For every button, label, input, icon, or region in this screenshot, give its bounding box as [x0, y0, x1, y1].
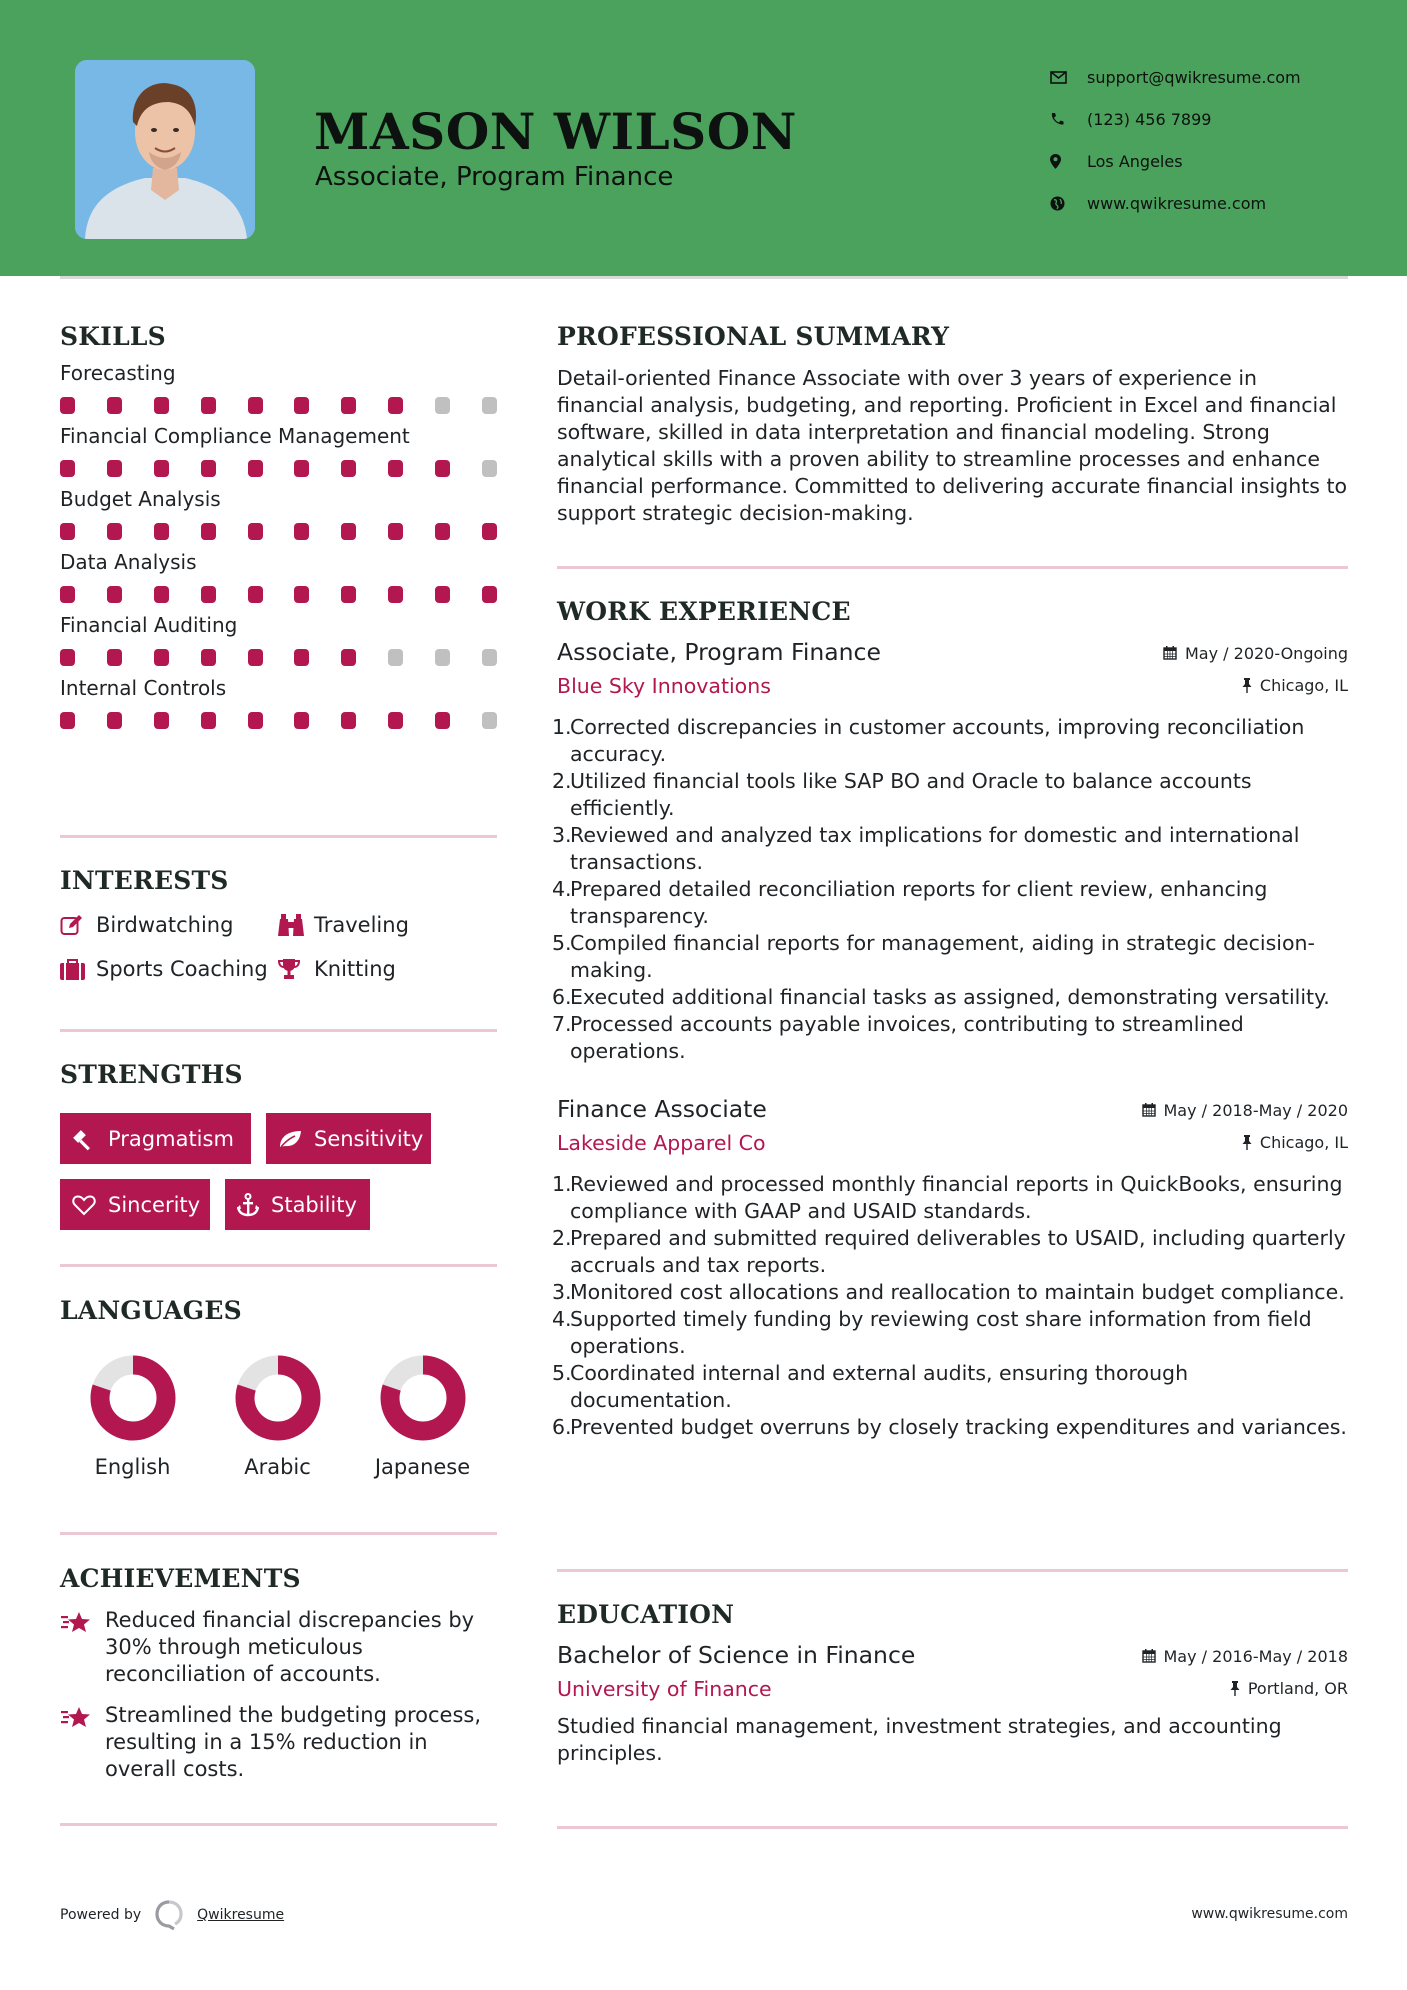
- job-dates: [1142, 1101, 1349, 1120]
- rating-dot-filled: [154, 397, 169, 414]
- shooting-star-icon: [60, 1607, 105, 1688]
- language-donut-chart: [380, 1355, 466, 1441]
- bullet-text: Supported timely funding by reviewing cost share information from field operations.: [570, 1307, 1312, 1358]
- job-title: Associate, Program Finance: [557, 638, 881, 666]
- job-bullet: [552, 822, 1348, 876]
- rating-dot-empty: [435, 649, 450, 666]
- summary-text: Detail-oriented Finance Associate with over 3 years of experience in financial analysis, budgeting, and reporting. Proficient in Excel and financial software, skilled in data interpretation and financial modeling. Strong analytical skills with a proven ability to streamline processes and enhance financial performance. Committed to delivering accurate financial insights to support strategic decision-making.: [557, 366, 1348, 525]
- rating-dot-filled: [107, 397, 122, 414]
- rating-dot-filled: [482, 586, 497, 603]
- experience-section: [552, 597, 1348, 1441]
- language-donut-chart: [90, 1355, 176, 1441]
- rating-dot-filled: [294, 523, 309, 540]
- interest-item: [60, 957, 278, 981]
- language-donut-chart: [235, 1355, 321, 1441]
- job-bullets: [552, 1171, 1348, 1441]
- globe-icon: [1050, 196, 1087, 211]
- education-dates-text: May / 2016-May / 2018: [1163, 1646, 1348, 1666]
- contact-phone[interactable]: [1050, 98, 1301, 140]
- candidate-role: Associate, Program Finance: [315, 162, 674, 192]
- rating-dot-filled: [60, 586, 75, 603]
- strengths-section: [60, 1060, 497, 1230]
- interest-label: Knitting: [314, 957, 396, 981]
- skill-label: Data Analysis: [60, 550, 197, 574]
- skill-label: Internal Controls: [60, 676, 227, 700]
- experience-title: WORK EXPERIENCE: [557, 597, 851, 626]
- rating-dot-filled: [201, 397, 216, 414]
- school-name: University of Finance: [557, 1677, 772, 1701]
- job-entry: [552, 1095, 1348, 1441]
- bullet-number: 2.: [552, 1226, 572, 1250]
- skill-rating: [60, 712, 497, 729]
- bullet-text: Reviewed and analyzed tax implications for domestic and international transactions.: [570, 823, 1300, 874]
- rating-dot-filled: [248, 586, 263, 603]
- rating-dot-empty: [482, 649, 497, 666]
- job-bullet: [552, 930, 1348, 984]
- rating-dot-filled: [248, 712, 263, 729]
- job-location-text: Chicago, IL: [1259, 676, 1348, 695]
- contact-list: [1050, 56, 1301, 224]
- skill-rating: [60, 460, 497, 477]
- rating-dot-filled: [60, 649, 75, 666]
- skill-rating: [60, 397, 497, 414]
- rating-dot-filled: [294, 397, 309, 414]
- language-item: [350, 1355, 495, 1479]
- rating-dot-filled: [248, 649, 263, 666]
- calendar-icon: [1142, 1103, 1156, 1117]
- bullet-number: 7.: [552, 1012, 572, 1036]
- strengths-list: [60, 1113, 497, 1230]
- contact-phone-text: (123) 456 7899: [1087, 109, 1212, 129]
- rating-dot-filled: [107, 712, 122, 729]
- heart-icon: [72, 1194, 96, 1216]
- rating-dot-filled: [435, 523, 450, 540]
- languages-section: [60, 1296, 497, 1479]
- rating-dot-filled: [154, 523, 169, 540]
- bullet-number: 2.: [552, 769, 572, 793]
- anchor-icon: [237, 1193, 259, 1217]
- binoculars-icon: [278, 914, 314, 936]
- achievements-title: ACHIEVEMENTS: [60, 1564, 301, 1593]
- bullet-number: 4.: [552, 1307, 572, 1331]
- rating-dot-filled: [60, 712, 75, 729]
- strength-label: Pragmatism: [108, 1126, 234, 1151]
- bullet-text: Compiled financial reports for management, aiding in strategic decision-making.: [570, 931, 1315, 982]
- job-bullet: [552, 876, 1348, 930]
- job-entry: [552, 638, 1348, 1065]
- pushpin-icon: [1242, 1135, 1252, 1150]
- rating-dot-filled: [154, 586, 169, 603]
- job-bullet: [552, 1360, 1348, 1414]
- map-marker-icon: [1050, 154, 1087, 169]
- achievement-item: [60, 1702, 497, 1783]
- rating-dot-filled: [107, 523, 122, 540]
- contact-email[interactable]: [1050, 56, 1301, 98]
- job-bullets: [552, 714, 1348, 1065]
- contact-website-text: www.qwikresume.com: [1087, 193, 1267, 213]
- rating-dot-filled: [341, 460, 356, 477]
- skill-label: Budget Analysis: [60, 487, 221, 511]
- phone-icon: [1050, 112, 1087, 126]
- education-location-text: Portland, OR: [1247, 1679, 1348, 1698]
- job-bullet: [552, 1225, 1348, 1279]
- interests-list: [60, 913, 497, 981]
- rating-dot-empty: [482, 397, 497, 414]
- rating-dot-filled: [201, 712, 216, 729]
- bullet-text: Executed additional financial tasks as assigned, demonstrating versatility.: [570, 985, 1330, 1009]
- summary-title: PROFESSIONAL SUMMARY: [557, 322, 950, 351]
- rating-dot-filled: [388, 523, 403, 540]
- rating-dot-filled: [107, 460, 122, 477]
- company-name: Blue Sky Innovations: [557, 674, 771, 698]
- skill-rating: [60, 649, 497, 666]
- calendar-icon: [1142, 1649, 1156, 1663]
- section-divider: [60, 1264, 497, 1267]
- strength-tag: [60, 1179, 210, 1230]
- interest-label: Traveling: [314, 913, 409, 937]
- footer-powered-by: [60, 1900, 284, 1930]
- envelope-icon: [1050, 71, 1087, 84]
- job-bullet: [552, 1414, 1348, 1441]
- bullet-number: 1.: [552, 715, 572, 739]
- resume-header: [0, 0, 1407, 276]
- rating-dot-filled: [201, 523, 216, 540]
- rating-dot-filled: [294, 586, 309, 603]
- rating-dot-filled: [341, 523, 356, 540]
- company-name: Lakeside Apparel Co: [557, 1131, 766, 1155]
- section-divider: [557, 1569, 1348, 1572]
- bullet-text: Monitored cost allocations and reallocation to maintain budget compliance.: [570, 1280, 1345, 1304]
- languages-list: [60, 1355, 497, 1479]
- footer-website[interactable]: www.qwikresume.com: [1191, 1906, 1348, 1922]
- pushpin-icon: [1230, 1681, 1240, 1696]
- contact-location: [1050, 140, 1301, 182]
- summary-section: [557, 322, 1348, 527]
- suitcase-icon: [60, 959, 96, 980]
- job-bullet: [552, 714, 1348, 768]
- skill-rating: [60, 523, 497, 540]
- skill-label: Financial Compliance Management: [60, 424, 410, 448]
- rating-dot-filled: [294, 649, 309, 666]
- interests-title: INTERESTS: [60, 866, 229, 895]
- calendar-icon: [1163, 646, 1177, 660]
- rating-dot-filled: [388, 586, 403, 603]
- candidate-name: MASON WILSON: [314, 102, 797, 161]
- job-dates-text: May / 2020-Ongoing: [1185, 643, 1348, 663]
- job-location-text: Chicago, IL: [1259, 1133, 1348, 1152]
- interest-item: [60, 913, 278, 937]
- education-location: [1230, 1679, 1348, 1698]
- job-bullet: [552, 1011, 1348, 1065]
- job-dates-text: May / 2018-May / 2020: [1163, 1100, 1348, 1120]
- interests-section: [60, 866, 497, 981]
- qwikresume-logo-icon: [155, 1900, 183, 1930]
- job-bullet: [552, 1306, 1348, 1360]
- language-label: English: [94, 1455, 171, 1479]
- rating-dot-filled: [154, 712, 169, 729]
- interest-label: Sports Coaching: [96, 957, 268, 981]
- strength-tag: [225, 1179, 370, 1230]
- achievements-section: [60, 1564, 497, 1783]
- strength-label: Sincerity: [108, 1192, 201, 1217]
- section-divider: [557, 566, 1348, 569]
- skills-list: [60, 361, 497, 729]
- bullet-text: Utilized financial tools like SAP BO and Oracle to balance accounts efficiently.: [570, 769, 1252, 820]
- rating-dot-empty: [482, 460, 497, 477]
- rating-dot-filled: [341, 586, 356, 603]
- language-item: [205, 1355, 350, 1479]
- education-dates: [1142, 1647, 1349, 1666]
- pushpin-icon: [1242, 678, 1252, 693]
- strengths-title: STRENGTHS: [60, 1060, 243, 1089]
- edit-icon: [60, 914, 96, 936]
- trophy-icon: [278, 958, 314, 980]
- rating-dot-filled: [248, 460, 263, 477]
- bullet-text: Prepared and submitted required deliverables to USAID, including quarterly accruals and tax reports.: [570, 1226, 1346, 1277]
- degree-title: Bachelor of Science in Finance: [557, 1641, 916, 1669]
- skills-title: SKILLS: [60, 322, 166, 351]
- rating-dot-filled: [482, 523, 497, 540]
- skill-label: Financial Auditing: [60, 613, 238, 637]
- powered-by-text: Powered by: [60, 1907, 142, 1923]
- bullet-number: 4.: [552, 877, 572, 901]
- language-label: Arabic: [244, 1455, 311, 1479]
- rating-dot-filled: [388, 712, 403, 729]
- job-location: [1242, 676, 1348, 695]
- bullet-number: 1.: [552, 1172, 572, 1196]
- bullet-number: 6.: [552, 985, 572, 1009]
- bullet-number: 5.: [552, 931, 572, 955]
- achievement-item: [60, 1607, 497, 1688]
- achievement-text: Reduced financial discrepancies by 30% through meticulous reconciliation of accounts.: [105, 1608, 475, 1686]
- interest-item: [278, 957, 497, 981]
- qwikresume-link[interactable]: Qwikresume: [197, 1907, 285, 1923]
- rating-dot-filled: [388, 460, 403, 477]
- rating-dot-filled: [154, 649, 169, 666]
- strength-label: Sensitivity: [314, 1126, 424, 1151]
- gavel-icon: [72, 1127, 96, 1151]
- bullet-number: 5.: [552, 1361, 572, 1385]
- section-divider: [60, 1029, 497, 1032]
- job-location: [1242, 1133, 1348, 1152]
- contact-website[interactable]: [1050, 182, 1301, 224]
- job-bullet: [552, 984, 1348, 1011]
- rating-dot-filled: [341, 712, 356, 729]
- bullet-text: Coordinated internal and external audits, ensuring thorough documentation.: [570, 1361, 1189, 1412]
- shooting-star-icon: [60, 1702, 105, 1783]
- rating-dot-filled: [248, 523, 263, 540]
- bullet-number: 3.: [552, 1280, 572, 1304]
- header-divider: [60, 276, 1348, 279]
- bullet-number: 3.: [552, 823, 572, 847]
- rating-dot-filled: [60, 397, 75, 414]
- rating-dot-filled: [107, 586, 122, 603]
- contact-email-text: support@qwikresume.com: [1087, 67, 1301, 87]
- section-divider: [60, 1823, 497, 1826]
- strength-label: Stability: [271, 1192, 357, 1217]
- rating-dot-empty: [482, 712, 497, 729]
- rating-dot-filled: [60, 523, 75, 540]
- strength-tag: [266, 1113, 431, 1164]
- rating-dot-filled: [201, 460, 216, 477]
- bullet-text: Corrected discrepancies in customer accounts, improving reconciliation accuracy.: [570, 715, 1305, 766]
- job-bullet: [552, 768, 1348, 822]
- rating-dot-filled: [435, 586, 450, 603]
- rating-dot-filled: [201, 649, 216, 666]
- language-label: Japanese: [374, 1455, 471, 1479]
- achievement-text: Streamlined the budgeting process, resulting in a 15% reduction in overall costs.: [105, 1703, 482, 1781]
- rating-dot-filled: [435, 460, 450, 477]
- rating-dot-filled: [201, 586, 216, 603]
- section-divider: [60, 835, 497, 838]
- rating-dot-empty: [435, 397, 450, 414]
- skills-section: [60, 322, 497, 739]
- interest-label: Birdwatching: [96, 913, 234, 937]
- rating-dot-filled: [60, 460, 75, 477]
- job-bullet: [552, 1171, 1348, 1225]
- bullet-text: Processed accounts payable invoices, contributing to streamlined operations.: [570, 1012, 1244, 1063]
- bullet-number: 6.: [552, 1415, 572, 1439]
- strength-tag: [60, 1113, 251, 1164]
- rating-dot-filled: [294, 460, 309, 477]
- rating-dot-filled: [341, 649, 356, 666]
- bullet-text: Prevented budget overruns by closely tracking expenditures and variances.: [570, 1415, 1347, 1439]
- languages-title: LANGUAGES: [60, 1296, 242, 1325]
- education-title: EDUCATION: [557, 1600, 735, 1629]
- rating-dot-empty: [388, 649, 403, 666]
- section-divider: [60, 1532, 497, 1535]
- rating-dot-filled: [154, 460, 169, 477]
- rating-dot-filled: [341, 397, 356, 414]
- rating-dot-filled: [388, 397, 403, 414]
- leaf-icon: [278, 1129, 302, 1149]
- rating-dot-filled: [107, 649, 122, 666]
- bullet-text: Reviewed and processed monthly financial reports in QuickBooks, ensuring compliance with GAAP and USAID standards.: [570, 1172, 1343, 1223]
- skill-rating: [60, 586, 497, 603]
- job-bullet: [552, 1279, 1348, 1306]
- contact-location-text: Los Angeles: [1087, 151, 1183, 171]
- job-dates: [1163, 644, 1348, 663]
- language-item: [60, 1355, 205, 1479]
- profile-photo: [75, 60, 255, 239]
- skill-label: Forecasting: [60, 361, 176, 385]
- bullet-text: Prepared detailed reconciliation reports for client review, enhancing transparency.: [570, 877, 1268, 928]
- education-section: [557, 1600, 1348, 1767]
- education-description: Studied financial management, investment strategies, and accounting principles.: [557, 1714, 1282, 1765]
- interest-item: [278, 913, 497, 937]
- rating-dot-filled: [435, 712, 450, 729]
- job-title: Finance Associate: [557, 1095, 767, 1123]
- section-divider: [557, 1826, 1348, 1829]
- rating-dot-filled: [294, 712, 309, 729]
- rating-dot-filled: [248, 397, 263, 414]
